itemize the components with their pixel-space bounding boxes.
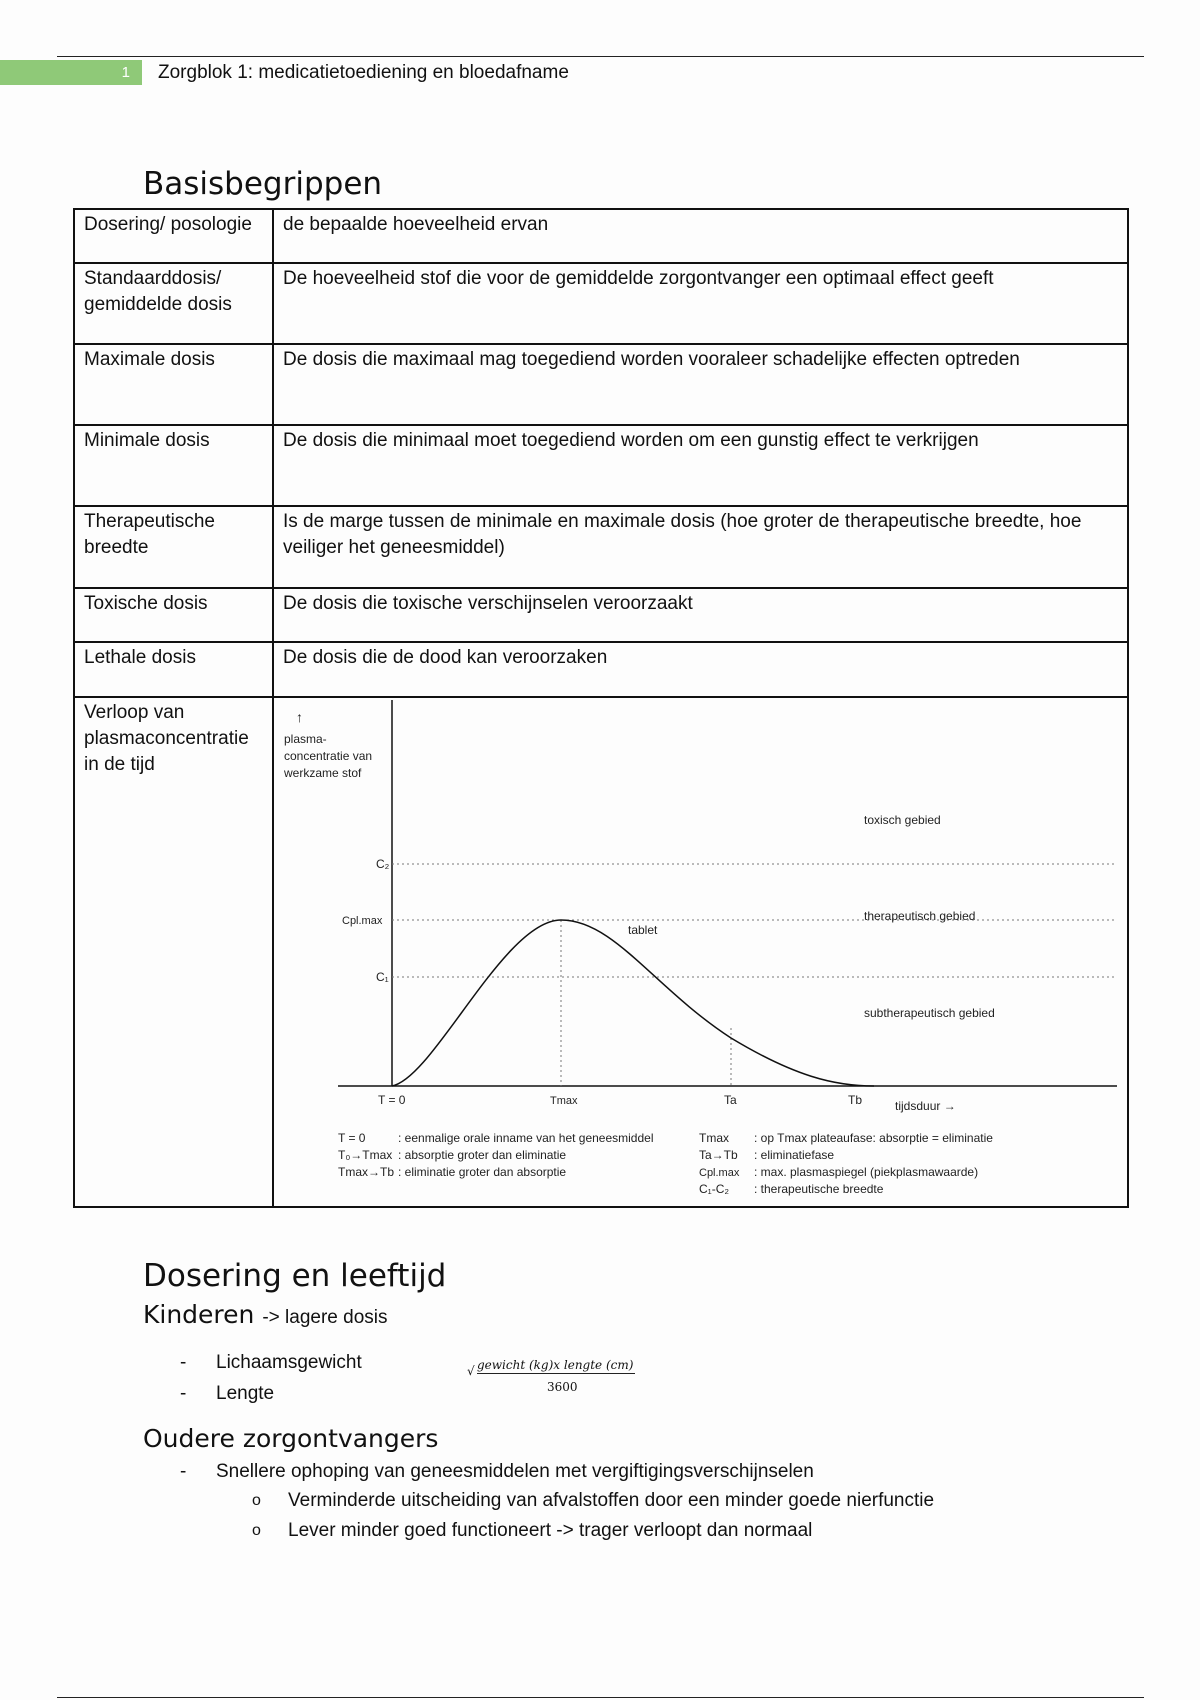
definition-cell: De hoeveelheid stof die voor de gemiddelde zorgontvanger een optimaal effect geeft (273, 263, 1128, 344)
list-item-text: Lengte (216, 1383, 275, 1404)
plasma-concentration-graph (274, 698, 1128, 1206)
tmax-label: Tmax (550, 1095, 578, 1107)
term-cell: Toxische dosis (74, 588, 273, 642)
definition-cell: De dosis die de dood kan veroorzaken (273, 642, 1128, 697)
legend-left-key: T = 0 (338, 1131, 366, 1145)
curve-label: tablet (628, 923, 658, 937)
kids-subheading: -> lagere dosis (262, 1307, 388, 1328)
table-row (74, 344, 1128, 425)
definition-cell: de bepaalde hoeveelheid ervan (273, 209, 1128, 263)
y-axis-label-1: plasma- (284, 732, 327, 746)
table-row (74, 642, 1128, 697)
definition-cell: Is de marge tussen de minimale en maximale dosis (hoe groter de therapeutische breedte, hoe veiliger het geneesmiddel) (273, 506, 1128, 588)
legend-left-key: Tmax→Tb (338, 1165, 395, 1179)
kids-heading-row (143, 1300, 388, 1329)
definitions-table (73, 208, 1129, 1208)
section-title-basisbegrippen: Basisbegrippen (143, 166, 383, 202)
definition-cell: De dosis die minimaal moet toegediend worden om een gunstig effect te verkrijgen (273, 425, 1128, 506)
ta-label: Ta (724, 1093, 737, 1107)
legend-right-key: C₁-C₂ (699, 1182, 730, 1196)
table-row (74, 697, 1128, 1207)
legend-left-text: : absorptie groter dan eliminatie (398, 1148, 567, 1162)
term-cell: Standaarddosis/ gemiddelde dosis (74, 263, 273, 344)
footer-rule (57, 1697, 1144, 1698)
term-cell: Minimale dosis (74, 425, 273, 506)
term-cell: Verloop van plasmaconcentratie in de tijd (74, 697, 273, 1207)
y-axis-label-2: concentratie van (284, 749, 373, 763)
c1-label: C₁ (376, 970, 389, 984)
section-title-dosering: Dosering en leeftijd (143, 1258, 447, 1294)
page-number: 1 (0, 60, 142, 85)
tablet-curve (392, 920, 874, 1086)
therapeutic-region-label: therapeutisch gebied (864, 909, 976, 923)
table-row (74, 263, 1128, 344)
definition-cell: De dosis die toxische verschijnselen veroorzaakt (273, 588, 1128, 642)
list-item-text: Lever minder goed functioneert -> trager verloopt dan normaal (288, 1520, 813, 1541)
x-axis-label: tijdsduur → (895, 1099, 956, 1113)
cplmax-label: Cpl.max (342, 915, 383, 927)
legend-right-key: Ta→Tb (699, 1148, 738, 1162)
header-title: Zorgblok 1: medicatietoediening en bloedafname (158, 62, 569, 83)
table-row (74, 425, 1128, 506)
c2-label: C₂ (376, 857, 390, 871)
legend-right-key: Cpl.max (699, 1167, 740, 1179)
subtherapeutic-region-label: subtherapeutisch gebied (864, 1006, 995, 1020)
t0-label: T = 0 (378, 1093, 406, 1107)
legend-right-text: : eliminatiefase (754, 1148, 835, 1162)
list-item-text: Lichaamsgewicht (216, 1352, 362, 1373)
list-item-text: Snellere ophoping van geneesmiddelen met vergiftigingsverschijnselen (216, 1461, 814, 1482)
list-item-text: Verminderde uitscheiding van afvalstoffen door een minder goede nierfunctie (288, 1490, 935, 1511)
header-rule (57, 56, 1144, 57)
legend-right-key: Tmax (699, 1131, 729, 1145)
legend-right-text: : max. plasmaspiegel (piekplasmawaarde) (754, 1165, 979, 1179)
legend-left-key: T₀→Tmax (338, 1148, 393, 1162)
formula-numerator: gewicht (kg)x lengte (cm) (477, 1358, 634, 1372)
table-row (74, 209, 1128, 263)
formula-denominator: 3600 (547, 1380, 578, 1394)
term-cell: Maximale dosis (74, 344, 273, 425)
term-cell: Lethale dosis (74, 642, 273, 697)
legend-left-text: : eliminatie groter dan absorptie (398, 1165, 567, 1179)
tb-label: Tb (848, 1093, 863, 1107)
term-cell: Therapeutische breedte (74, 506, 273, 588)
graph-cell (273, 697, 1128, 1207)
elder-heading: Oudere zorgontvangers (143, 1424, 439, 1453)
y-axis-arrow: ↑ (296, 709, 303, 725)
legend-right-text: : therapeutische breedte (754, 1182, 884, 1196)
toxic-region-label: toxisch gebied (864, 813, 941, 827)
sqrt-icon: √ (467, 1364, 475, 1378)
legend-left-text: : eenmalige orale inname van het geneesmiddel (398, 1131, 654, 1145)
table-row (74, 588, 1128, 642)
kids-heading: Kinderen (143, 1300, 255, 1329)
term-cell: Dosering/ posologie (74, 209, 273, 263)
legend-right-text: : op Tmax plateaufase: absorptie = eliminatie (754, 1131, 993, 1145)
table-row (74, 506, 1128, 588)
definition-cell: De dosis die maximaal mag toegediend worden vooraleer schadelijke effecten optreden (273, 344, 1128, 425)
y-axis-label-3: werkzame stof (284, 766, 362, 780)
